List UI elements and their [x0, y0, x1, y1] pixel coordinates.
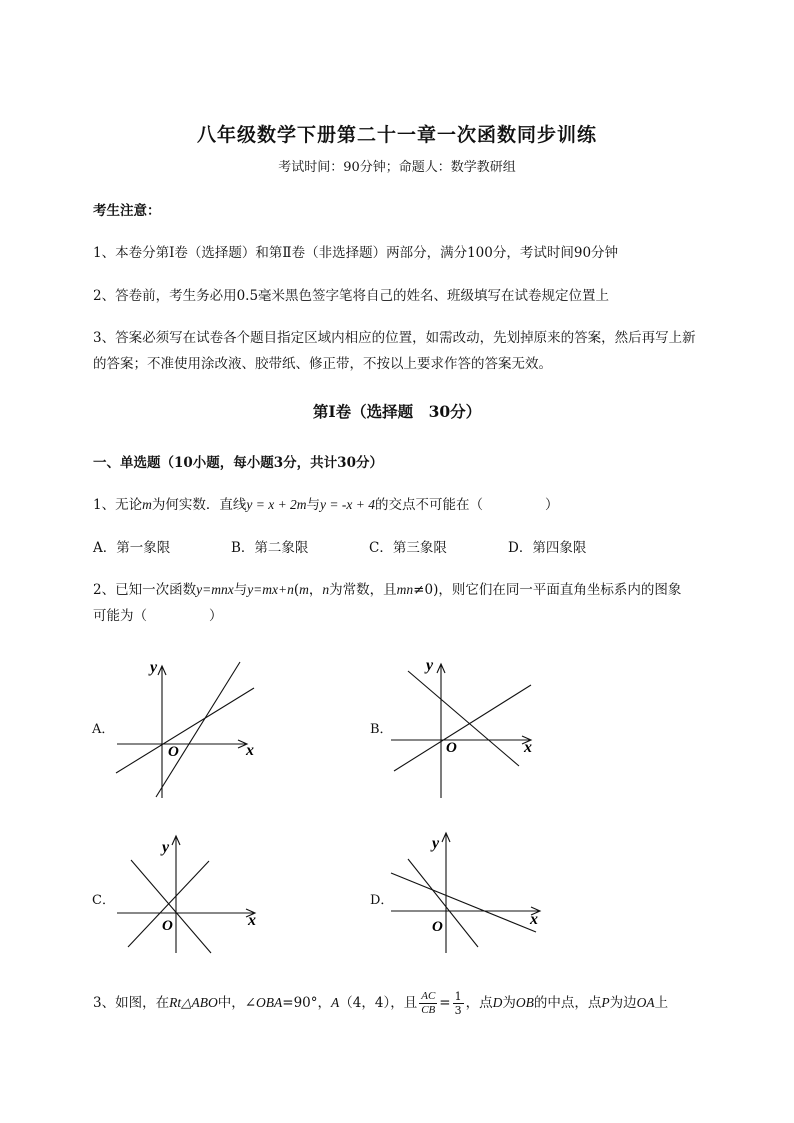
q3-fraction-ac-cb [419, 990, 437, 1017]
q3-frac2-den: 3 [454, 1004, 462, 1017]
q3-mid4: 为 [502, 995, 516, 1011]
q3-angle: OBA [256, 995, 283, 1010]
q2-var-mn: mn [396, 582, 414, 597]
q2-paren-open: ( [293, 582, 300, 598]
graph-c-label[interactable]: C． [92, 893, 115, 908]
graph-c-origin-label: O [162, 918, 173, 934]
q1-post: 的交点不可能在（ [375, 497, 483, 513]
notice-item-3: 3、答案必须写在试卷各个题目指定区域内相应的位置，如需改动，先划掉原来的答案，然后再写上新 [93, 330, 696, 346]
graph-b-y-label: y [426, 657, 434, 674]
q3-segment-ob: OB [515, 995, 534, 1010]
notice-heading: 考生注意： [93, 203, 161, 219]
q2-line2-pre: 可能为（ [93, 608, 147, 624]
graph-d-x-label: x [530, 911, 538, 928]
graph-d-y-label: y [432, 835, 440, 852]
notice-item-1: 1、本卷分第I卷（选择题）和第Ⅱ卷（非选择题）两部分，满分100分，考试时间90分钟 [93, 245, 619, 261]
graph-b-label[interactable]: B． [370, 722, 393, 737]
q3-point-a: A [331, 995, 340, 1010]
q1-equation-2: y = -x + 4 [320, 497, 375, 512]
q1-pre: 1、无论 [93, 497, 143, 513]
graph-d-line-2 [408, 859, 478, 947]
q3-fraction-one-third [453, 990, 464, 1017]
part-heading: 一、单选题（10小题，每小题3分，共计30分） [93, 455, 383, 471]
q3-mid3: ，点 [465, 995, 493, 1011]
exam-subtitle: 考试时间：90分钟；命题人：数学教研组 [278, 160, 516, 175]
graph-b-origin-label: O [446, 740, 457, 756]
q3-frac1-num: AC [421, 990, 436, 1002]
q2-pre: 2、已知一次函数 [93, 582, 197, 598]
q3-segment-oa: OA [636, 995, 655, 1010]
q1-mid1: 为何实数．直线 [151, 497, 247, 513]
question-3 [93, 990, 668, 1017]
q1-close: ） [545, 497, 559, 513]
q1-option-b[interactable]: B．第二象限 [231, 540, 309, 556]
q1-option-d[interactable]: D．第四象限 [508, 540, 587, 556]
q2-line2-close: ） [209, 608, 223, 624]
q1-option-c[interactable]: C．第三象限 [369, 540, 447, 556]
q1-equation-1: y = x + 2m [246, 497, 307, 512]
q3-frac2-num: 1 [454, 990, 462, 1003]
notice-item-3-cont: 的答案；不准使用涂改液、胶带纸、修正带，不按以上要求作答的答案无效。 [93, 356, 552, 372]
q3-mid6: 为边 [609, 995, 637, 1011]
q2-var-m: m [299, 582, 309, 597]
q3-coord-a: （4，4），且 [339, 995, 418, 1011]
q3-mid5: 的中点，点 [533, 995, 602, 1011]
q3-point-p: P [601, 995, 610, 1010]
graph-a-x-label: x [246, 742, 254, 759]
q3-eq: = [439, 995, 451, 1011]
graph-b-x-label: x [524, 739, 532, 756]
q2-equation-2: y=mx+n [247, 582, 294, 597]
graph-c-y-label: y [162, 839, 170, 856]
q2-var-n: n [322, 582, 330, 597]
q2-equation-1: y=mnx [196, 582, 234, 597]
q3-mid2: =90°， [282, 995, 332, 1011]
q1-mid2: 与 [306, 497, 321, 513]
q3-point-d: D [492, 995, 503, 1010]
graph-d-origin-label: O [432, 919, 443, 935]
q2-comma: ， [308, 582, 323, 598]
graph-d-label[interactable]: D． [370, 893, 394, 908]
q2-mid: 与 [233, 582, 248, 598]
q1-var-m: m [142, 497, 152, 512]
notice-item-2: 2、答卷前，考生务必用0.5毫米黑色签字笔将自己的姓名、班级填写在试卷规定位置上 [93, 288, 610, 304]
page-title: 八年级数学下册第二十一章一次函数同步训练 [196, 124, 597, 146]
q2-post: ≠0)，则它们在同一平面直角坐标系内的图象 [413, 582, 682, 598]
q2-mid2: 为常数，且 [329, 582, 397, 598]
section-title: 第I卷（选择题 30分） [312, 402, 482, 421]
graph-d-line-1 [391, 873, 536, 932]
q3-triangle: Rt△ABO [169, 995, 218, 1010]
q3-mid1: 中，∠ [217, 995, 257, 1011]
q1-option-a[interactable]: A．第一象限 [93, 540, 171, 556]
graph-a-y-label: y [150, 659, 158, 676]
q3-pre: 3、如图，在 [93, 995, 170, 1011]
q3-post: 上 [654, 995, 669, 1011]
graph-a-label[interactable]: A． [92, 722, 115, 737]
graph-a-origin-label: O [168, 744, 179, 760]
q3-frac1-den: CB [421, 1004, 436, 1016]
graph-c-x-label: x [248, 912, 256, 929]
